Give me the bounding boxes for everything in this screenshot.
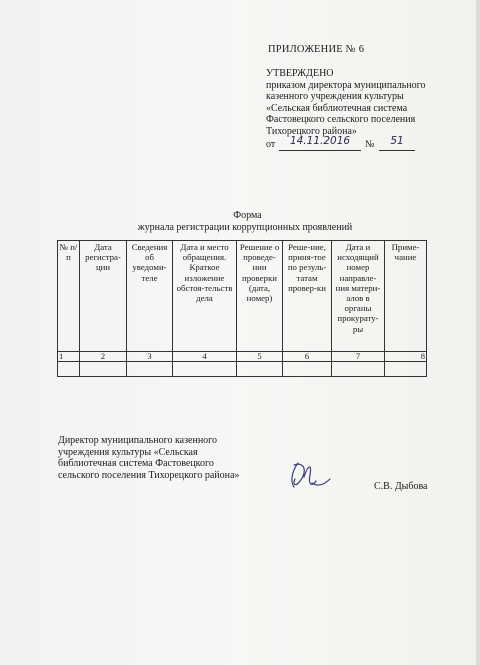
signer-line: сельского поселения Тихорецкого района» <box>58 469 240 481</box>
column-header: Реше-ние, приня-тое по резуль-татам провер-ки <box>283 241 332 352</box>
order-date-line <box>266 134 471 153</box>
column-number: 6 <box>283 352 332 362</box>
order-line: Тихорецкого района» <box>266 125 357 137</box>
column-header: Решение о проведе-нии проверки (дата, номер) <box>237 241 283 352</box>
signer-block <box>58 435 293 481</box>
signature-image <box>286 457 332 493</box>
column-number: 7 <box>332 352 385 362</box>
table-header-row <box>58 241 427 352</box>
order-line: «Сельская библиотечная система <box>266 102 408 114</box>
order-line: казенного учреждения культуры <box>266 91 404 103</box>
column-number: 5 <box>237 352 283 362</box>
column-number: 1 <box>58 352 80 362</box>
table-cell <box>80 362 127 377</box>
table-cell <box>127 362 173 377</box>
column-number-row <box>58 352 427 362</box>
order-line: Фастовецкого сельского поселения <box>266 114 416 126</box>
from-label: от <box>266 138 276 150</box>
column-header: Дата регистра-ции <box>80 241 127 352</box>
column-header: Дата и исходящий номер направле-ния матери-алов в органы прокурату-ры <box>332 241 385 352</box>
column-header: № п/п <box>58 241 80 352</box>
approved-label: УТВЕРЖДЕНО <box>266 68 334 79</box>
table-cell <box>237 362 283 377</box>
column-header: Дата и место обращения. Краткое изложение обстоя-тельств дела <box>173 241 237 352</box>
table-cell <box>385 362 427 377</box>
signer-line: учреждения культуры «Сельская <box>58 446 198 458</box>
column-header: Приме-чание <box>385 241 427 352</box>
column-number: 2 <box>80 352 127 362</box>
table-cell <box>173 362 237 377</box>
order-date: 14.11.2016 <box>279 136 361 151</box>
appendix-label: ПРИЛОЖЕНИЕ № 6 <box>268 44 365 55</box>
form-subtitle: журнала регистрации коррупционных проявлений <box>137 222 353 233</box>
journal-table <box>57 240 427 377</box>
approval-block <box>266 68 471 153</box>
number-label: № <box>365 138 375 150</box>
form-title: Форма <box>233 210 262 221</box>
column-number: 8 <box>385 352 427 362</box>
signer-line: Директор муниципального казенного <box>58 435 218 446</box>
table-row <box>58 362 427 377</box>
table-cell <box>58 362 80 377</box>
column-number: 4 <box>173 352 237 362</box>
column-header: Сведения об уведоми-теле <box>127 241 173 352</box>
signer-line: библиотечная система Фастовецкого <box>58 458 214 470</box>
page-edge <box>476 0 480 665</box>
table-cell <box>332 362 385 377</box>
order-number: 51 <box>379 136 415 151</box>
column-number: 3 <box>127 352 173 362</box>
order-line: приказом директора муниципального <box>266 79 426 91</box>
table-cell <box>283 362 332 377</box>
signer-name: С.В. Дыбова <box>374 481 428 492</box>
